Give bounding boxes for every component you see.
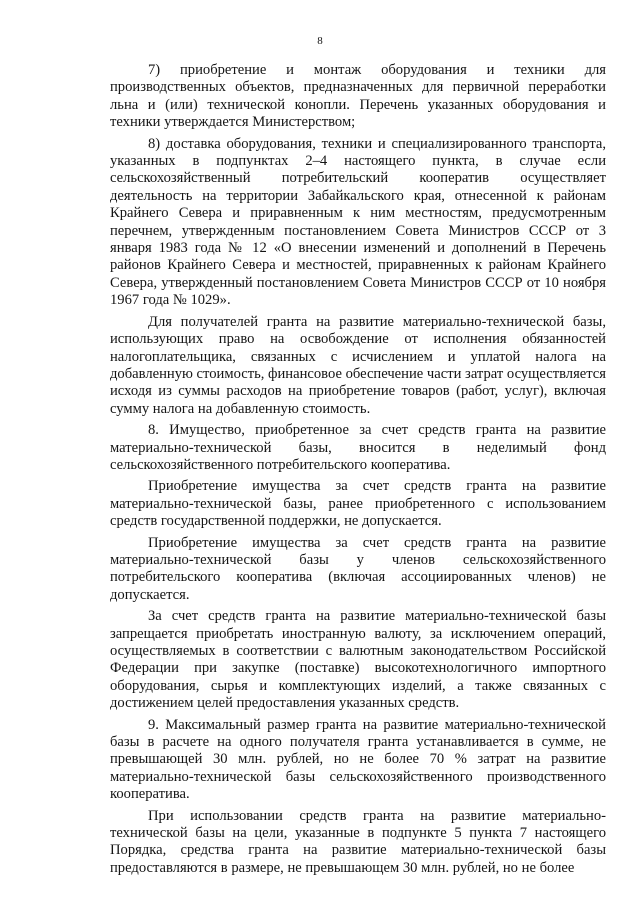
paragraph-prior-state-support: Приобретение имущества за счет средств гранта на развитие материально-технической базы, ранее приобретенного с использованием средств государственной поддержки, не допускается. (110, 478, 606, 530)
document-body (110, 62, 606, 881)
paragraph-clause-8-property: 8. Имущество, приобретенное за счет средств гранта на развитие материально-технической базы, вносится в неделимый фонд сельскохозяйственного потребительского кооператива. (110, 422, 606, 473)
paragraph-clause-9-max-grant: 9. Максимальный размер гранта на развитие материально-технической базы в расчете на одного получателя гранта устанавливается в сумме, не превышающей 30 млн. рублей, но не более 70 % затрат на развитие материально-технической базы сельскохозяйственного производственного кооператива. (110, 716, 606, 803)
paragraph-foreign-currency: За счет средств гранта на развитие материально-технической базы запрещается приобретать иностранную валюту, за исключением операций, осуществляемых в соответствии с валютным законодательством Российской Федерации при закупке (поставке) высокотехнологичного импортного оборудования, сырья и комплектующих изделий, а также связанных с достижением целей предоставления указанных средств. (110, 608, 606, 712)
paragraph-members-purchase: Приобретение имущества за счет средств гранта на развитие материально-технической базы у членов сельскохозяйственного потребительского кооператива (включая ассоциированных членов) не допускается. (110, 534, 606, 603)
paragraph-subclause-5-usage: При использовании средств гранта на развитие материально-технической базы на цели, указанные в подпункте 5 пункта 7 настоящего Порядка, средства гранта на развитие материально-технической базы предоставляются в размере, не превышающем 30 млн. рублей, но не более (110, 807, 606, 876)
paragraph-vat-exemption: Для получателей гранта на развитие материально-технической базы, использующих право на освобождение от исполнения обязанностей налогоплательщика, связанных с исчислением и уплатой налога на добавленную стоимость, финансовое обеспечение части затрат осуществляется исходя из суммы расходов на приобретение товаров (работ, услуг), включая сумму налога на добавленную стоимость. (110, 313, 606, 417)
paragraph-item-7: 7) приобретение и монтаж оборудования и техники для производственных объектов, предназначенных для первичной переработки льна и (или) технической конопли. Перечень указанных оборудования и техники утверждается Министерством; (110, 62, 606, 131)
page-number: 8 (317, 35, 323, 47)
paragraph-item-8-delivery: 8) доставка оборудования, техники и специализированного транспорта, указанных в подпунктах 2–4 настоящего пункта, в случае если сельскохозяйственный потребительский кооператив осуществляет деятельность на территории Забайкальского края, отнесенной к районам Крайнего Севера и приравненным к ним местностям, предусмотренным перечнем, утвержденным постановлением Совета Министров СССР от 3 января 1983 года № 12 «О внесении изменений и дополнений в Перечень районов Крайнего Севера и местностей, приравненных к районам Крайнего Севера, утвержденный постановлением Совета Министров СССР от 10 ноября 1967 года № 1029». (110, 135, 606, 309)
